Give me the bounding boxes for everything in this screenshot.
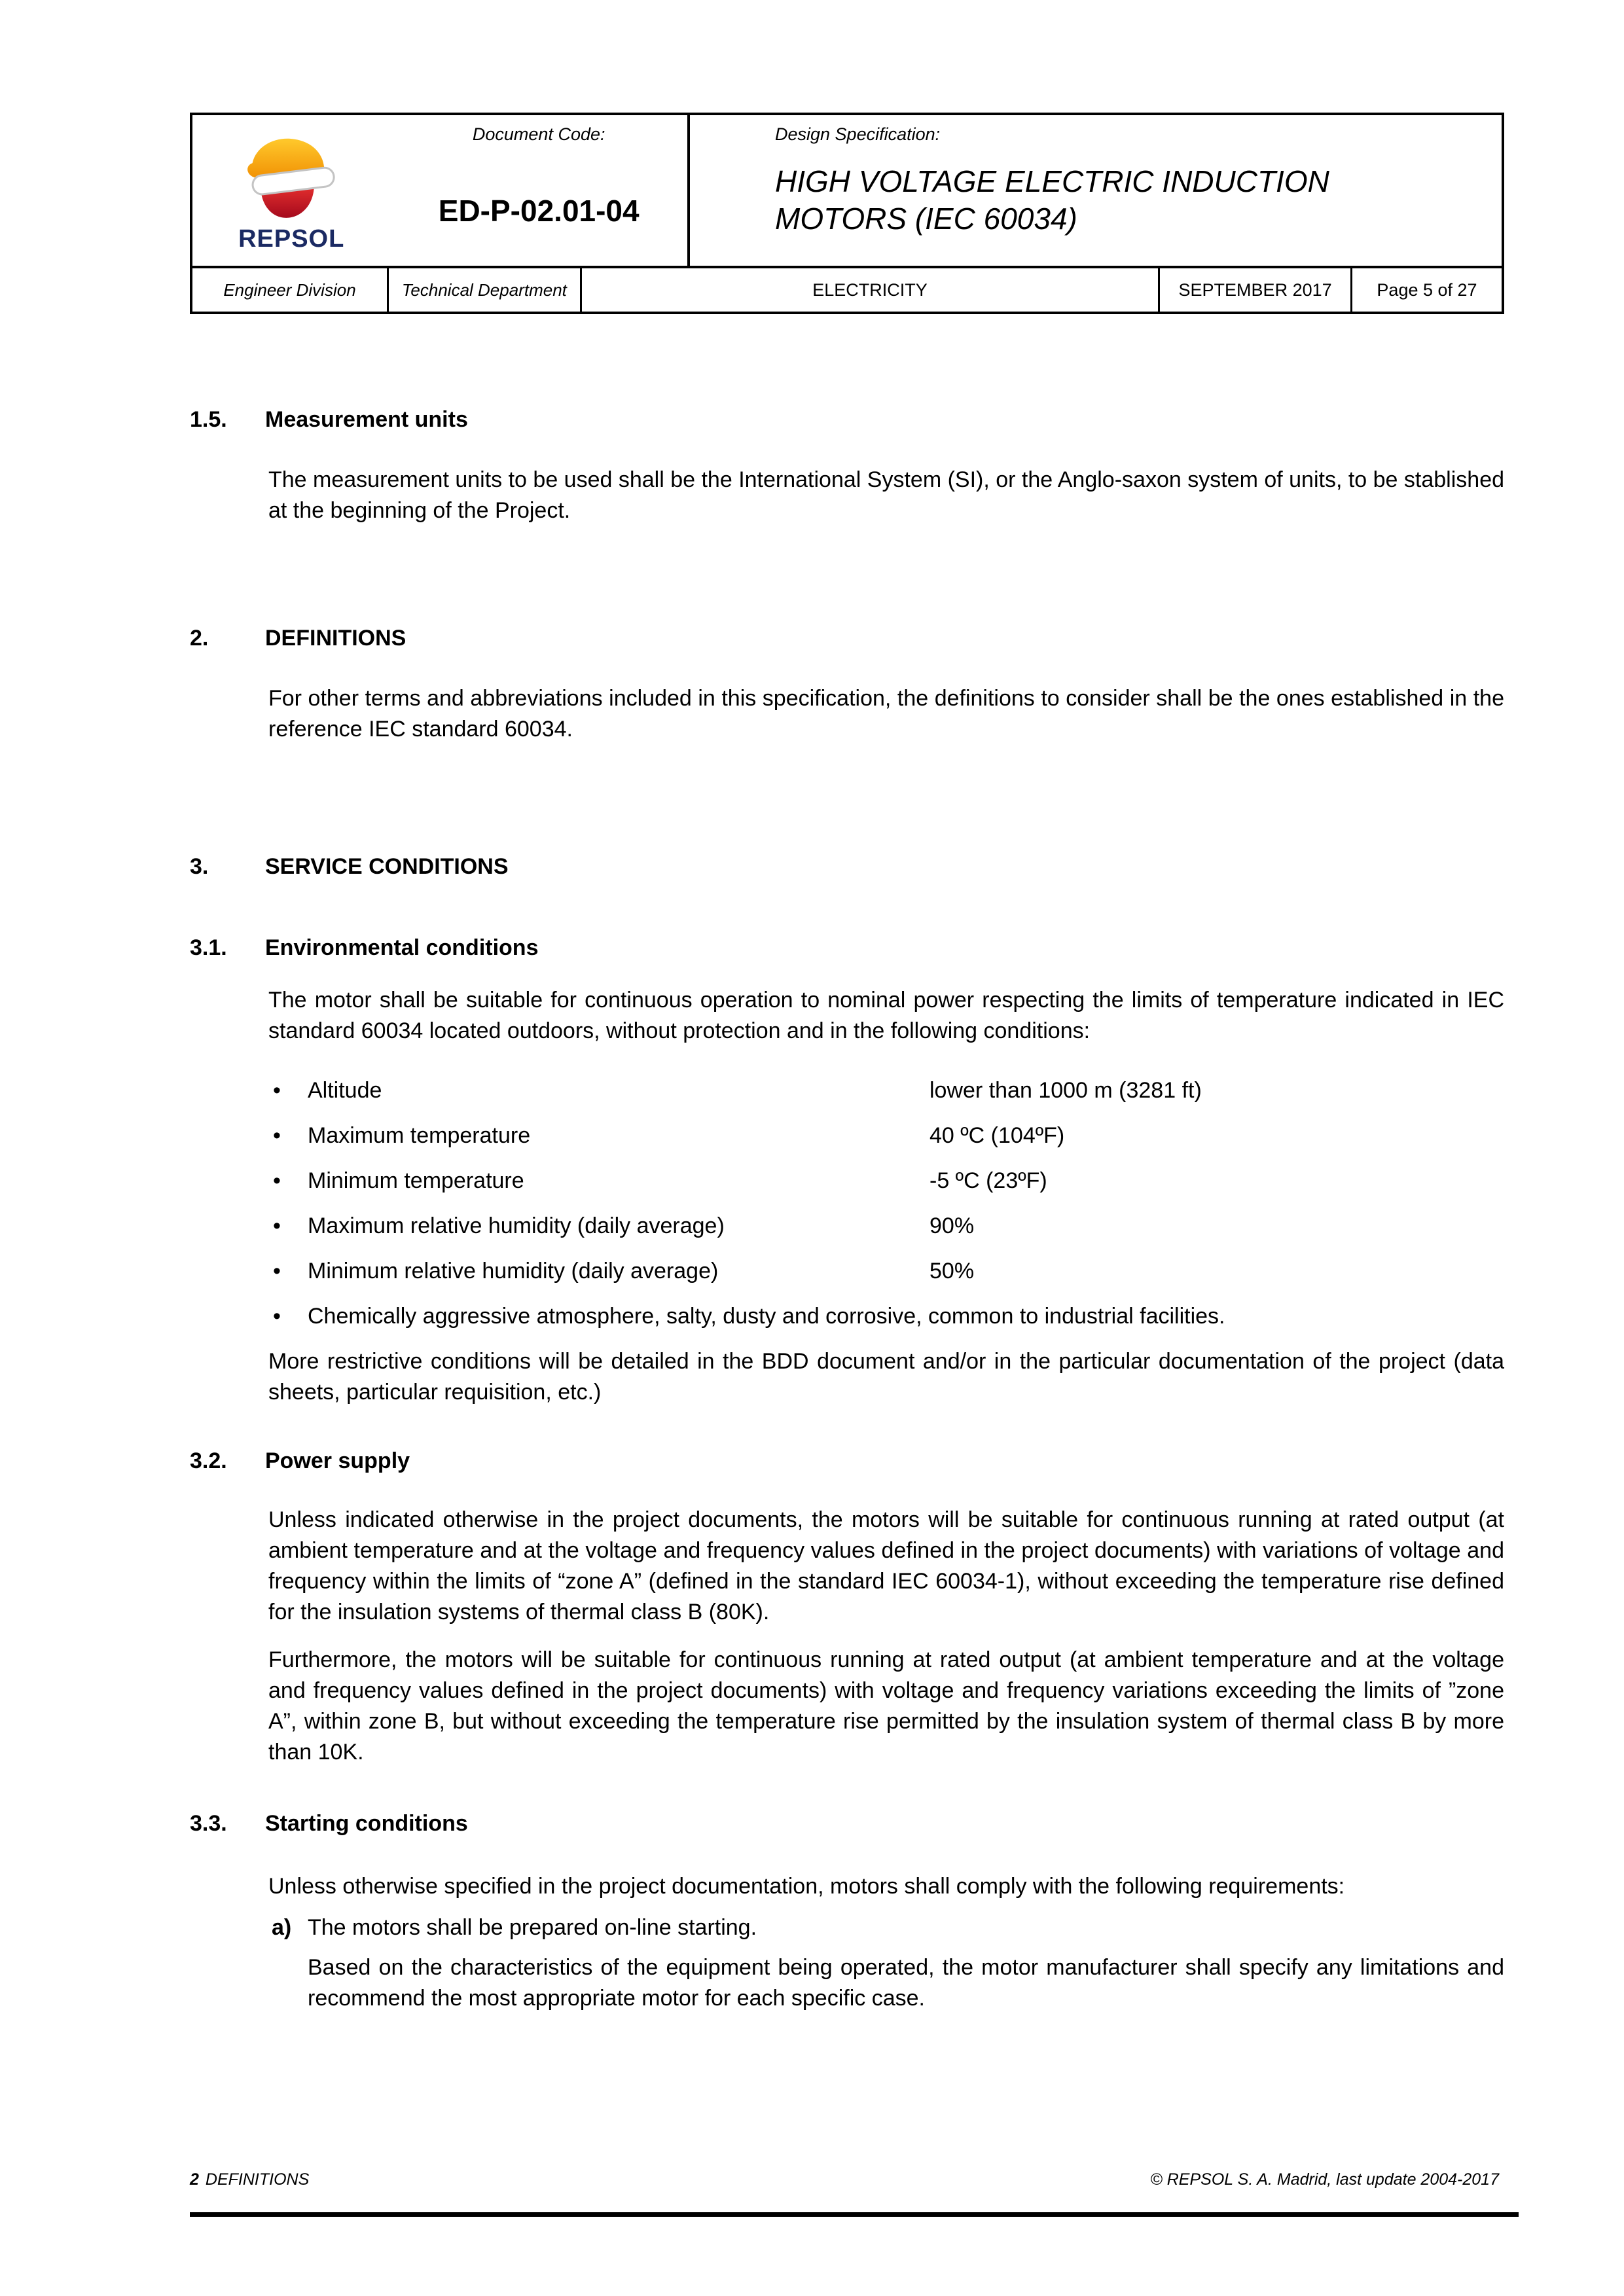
- header-meta-row: [192, 266, 1502, 312]
- document-title-line1: HIGH VOLTAGE ELECTRIC INDUCTION: [775, 164, 1329, 198]
- section-number: 3.2.: [190, 1448, 227, 1473]
- section-title: Starting conditions: [265, 1811, 468, 1836]
- section-title: Measurement units: [265, 407, 468, 432]
- bullet-icon: •: [273, 1304, 281, 1329]
- section-title: DEFINITIONS: [265, 626, 406, 651]
- section-number: 1.5.: [190, 407, 227, 432]
- list-item-altitude: [273, 1075, 1504, 1106]
- document-title-line2: MOTORS (IEC 60034): [775, 202, 1077, 236]
- header-top-row: [192, 115, 1502, 266]
- footer-chapter-title: DEFINITIONS: [205, 2170, 310, 2189]
- list-item-a: [272, 1912, 1504, 1943]
- list-item-atmosphere: [273, 1301, 1504, 1332]
- header-left-region: [192, 115, 687, 266]
- paragraph-starting-detail: Based on the characteristics of the equipment being operated, the motor manufacturer shall specify any limitations and recommend the most appropriate motor for each specific case.: [308, 1955, 1504, 2011]
- paragraph-environmental-intro: The motor shall be suitable for continuous operation to nominal power respecting the limits of temperature indicated in IEC standard 60034 located outdoors, without protection and in the following conditions:: [268, 988, 1504, 1043]
- paragraph-power-supply-1: Unless indicated otherwise in the project documents, the motors will be suitable for continuous running at rated output (at ambient temperature and at the voltage and frequency values defined in the project documents) with variations of voltage and frequency within the limits of “zone A” (defined in the standard IEC 60034-1), without exceeding the temperature rise defined for the insulation systems of thermal class B (80K).: [268, 1507, 1504, 1624]
- footer-chapter-number: 2: [190, 2170, 199, 2189]
- environmental-conditions-list: [190, 1075, 1504, 1332]
- document-code-label: Document Code:: [472, 124, 605, 144]
- paragraph-measurement-units: The measurement units to be used shall be the International System (SI), or the Anglo-saxon system of units, to be stablished at the beginning of the Project.: [268, 467, 1505, 523]
- condition-value: lower than 1000 m (3281 ft): [929, 1078, 1202, 1103]
- section-title: Power supply: [265, 1448, 410, 1473]
- section-number: 3.1.: [190, 935, 227, 960]
- section-heading-environmental-conditions: [190, 934, 1504, 961]
- list-item-min-temperature: [273, 1166, 1504, 1196]
- condition-value: 40 ºC (104ºF): [929, 1123, 1065, 1148]
- condition-label: Minimum temperature: [308, 1168, 524, 1193]
- list-marker-a: a): [272, 1915, 292, 1940]
- meta-engineer-division: Engineer Division: [223, 279, 356, 300]
- repsol-logo-text: REPSOL: [238, 224, 345, 253]
- condition-value: 90%: [929, 1213, 975, 1238]
- page-footer: [190, 2170, 1499, 2189]
- document-code-cell: [390, 115, 687, 266]
- paragraph-definitions: For other terms and abbreviations included in this specification, the definitions to consider shall be the ones established in the reference IEC standard 60034.: [268, 686, 1504, 742]
- condition-label: Minimum relative humidity (daily average): [308, 1259, 719, 1283]
- footer-rule: [190, 2212, 1519, 2217]
- document-header: [190, 113, 1504, 314]
- design-spec-label: Design Specification:: [775, 124, 941, 144]
- condition-value: 50%: [929, 1259, 975, 1283]
- repsol-flame-icon: [226, 132, 357, 224]
- condition-value: -5 ºC (23ºF): [929, 1168, 1047, 1193]
- meta-page-number: Page 5 of 27: [1350, 268, 1502, 312]
- footer-chapter: [190, 2170, 309, 2189]
- list-item-a-text: The motors shall be prepared on-line starting.: [308, 1915, 757, 1940]
- bullet-icon: •: [273, 1078, 281, 1103]
- document-title: [775, 163, 1489, 238]
- bullet-icon: •: [273, 1123, 281, 1148]
- paragraph-power-supply-2: Furthermore, the motors will be suitable for continuous running at rated output (at ambient temperature and at the voltage and frequency values defined in the project documents) with voltage and frequency variations exceeding the limits of ”zone A”, within zone B, but without exceeding the temperature rise permitted by the insulation system of thermal class B by more than 10K.: [268, 1647, 1504, 1765]
- paragraph-starting-intro: Unless otherwise specified in the project documentation, motors shall comply with the following requirements:: [268, 1874, 1345, 1899]
- bullet-icon: •: [273, 1259, 281, 1283]
- section-heading-measurement-units: [190, 406, 1504, 433]
- repsol-logo: [192, 115, 390, 266]
- section-heading-starting-conditions: [190, 1810, 1504, 1837]
- meta-discipline: ELECTRICITY: [580, 268, 1158, 312]
- bullet-icon: •: [273, 1168, 281, 1193]
- meta-date: SEPTEMBER 2017: [1158, 268, 1350, 312]
- bullet-icon: •: [273, 1213, 281, 1238]
- paragraph-environmental-note: More restrictive conditions will be detailed in the BDD document and/or in the particular documentation of the project (data sheets, particular requisition, etc.): [268, 1349, 1504, 1405]
- condition-label: Chemically aggressive atmosphere, salty, dusty and corrosive, common to industrial facilities.: [308, 1304, 1225, 1329]
- list-item-min-humidity: [273, 1256, 1504, 1287]
- section-title: Environmental conditions: [265, 935, 539, 960]
- section-number: 3.3.: [190, 1811, 227, 1836]
- section-heading-power-supply: [190, 1447, 1504, 1475]
- footer-copyright: © REPSOL S. A. Madrid, last update 2004-2017: [1150, 2170, 1499, 2189]
- section-heading-service-conditions: [190, 853, 1504, 880]
- section-number: 3.: [190, 854, 209, 879]
- meta-technical-department: Technical Department: [387, 268, 580, 312]
- design-spec-cell: [687, 115, 1502, 266]
- condition-label: Maximum relative humidity (daily average): [308, 1213, 725, 1238]
- section-title: SERVICE CONDITIONS: [265, 854, 509, 879]
- list-item-max-temperature: [273, 1121, 1504, 1151]
- condition-label: Altitude: [308, 1078, 382, 1103]
- document-code-value: ED-P-02.01-04: [438, 194, 640, 228]
- section-number: 2.: [190, 626, 209, 651]
- condition-label: Maximum temperature: [308, 1123, 531, 1148]
- list-item-max-humidity: [273, 1211, 1504, 1242]
- section-heading-definitions: [190, 624, 1504, 652]
